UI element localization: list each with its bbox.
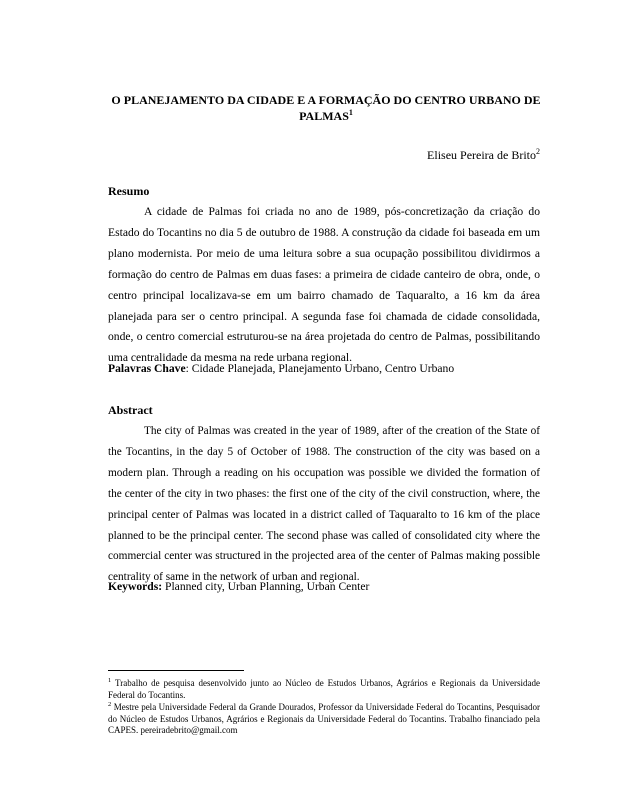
abstract-keywords xyxy=(108,579,540,595)
abstract-keywords-label: Keywords: xyxy=(108,580,163,593)
footnote-1 xyxy=(108,678,540,701)
resumo-keywords-value: : Cidade Planejada, Planejamento Urbano, Centro Urbano xyxy=(185,362,455,375)
footnote-2-mark: 2 xyxy=(108,701,112,709)
title-footnote-mark: 1 xyxy=(348,108,353,117)
abstract-heading: Abstract xyxy=(108,403,153,417)
resumo-body: A cidade de Palmas foi criada no ano de 1989, pós-concretização da criação do Estado do Tocantins no dia 5 de outubro de 1988. A construção da cidade foi baseada em um plano modernista. Por meio de uma leitura sobre a sua ocupação possibilitou dividirmos a formação do centro de Palmas em duas fases: a primeira de cidade canteiro de obra, onde, o centro principal localizava-se em um bairro chamado de Taquaralto, a 16 km da área planejada para ser o centro principal. A segunda fase foi chamada de cidade consolidada, onde, o centro comercial estruturou-se na área projetada do centro de Palmas, possibilitando uma centralidade da mesma na rede urbana regional. xyxy=(108,205,540,365)
footnote-separator xyxy=(108,670,244,671)
abstract-body: The city of Palmas was created in the year of 1989, after of the creation of the State of the Tocantins, in the day 5 of October of 1988. The construction of the city was based on a modern plan. Through a reading on his occupation was possible we divided the formation of the center of the city in two phases: the first one of the city of the civil construction, where, the principal center of Palmas was located in a district called of Taquaralto to 16 km of the place planned to be the principal center. The second phase was called of consolidated city where the commercial center was structured in the projected area of the center of Palmas making possible centrality of same in the network of urban and regional. xyxy=(108,425,540,584)
footnote-1-text: Trabalho de pesquisa desenvolvido junto ao Núcleo de Estudos Urbanos, Agrários e Regionais da Universidade Federal do Tocantins. xyxy=(108,678,540,700)
abstract-keywords-value: Planned city, Urban Planning, Urban Center xyxy=(162,580,370,593)
footnote-1-mark: 1 xyxy=(108,677,112,684)
paper-title-text: O PLANEJAMENTO DA CIDADE E A FORMAÇÃO DO CENTRO URBANO DE PALMAS xyxy=(111,93,541,123)
paper-title xyxy=(108,92,544,124)
resumo-heading: Resumo xyxy=(108,184,150,198)
resumo-keywords xyxy=(108,361,540,377)
author-line xyxy=(427,147,540,163)
author-footnote-mark: 2 xyxy=(536,147,540,156)
footnote-2 xyxy=(108,702,540,737)
footnote-2-text: Mestre pela Universidade Federal da Grande Dourados, Professor da Universidade Federal do Tocantins, Pesquisador do Núcleo de Estudos Urbanos, Agrários e Regionais da Universidade Federal do Tocantins. Trabalho financiado pela CAPES. pereiradebrito@gmail.com xyxy=(108,702,540,736)
footnotes xyxy=(108,678,540,738)
author-name: Eliseu Pereira de Brito xyxy=(427,148,536,162)
resumo-keywords-label: Palavras Chave xyxy=(108,362,186,375)
